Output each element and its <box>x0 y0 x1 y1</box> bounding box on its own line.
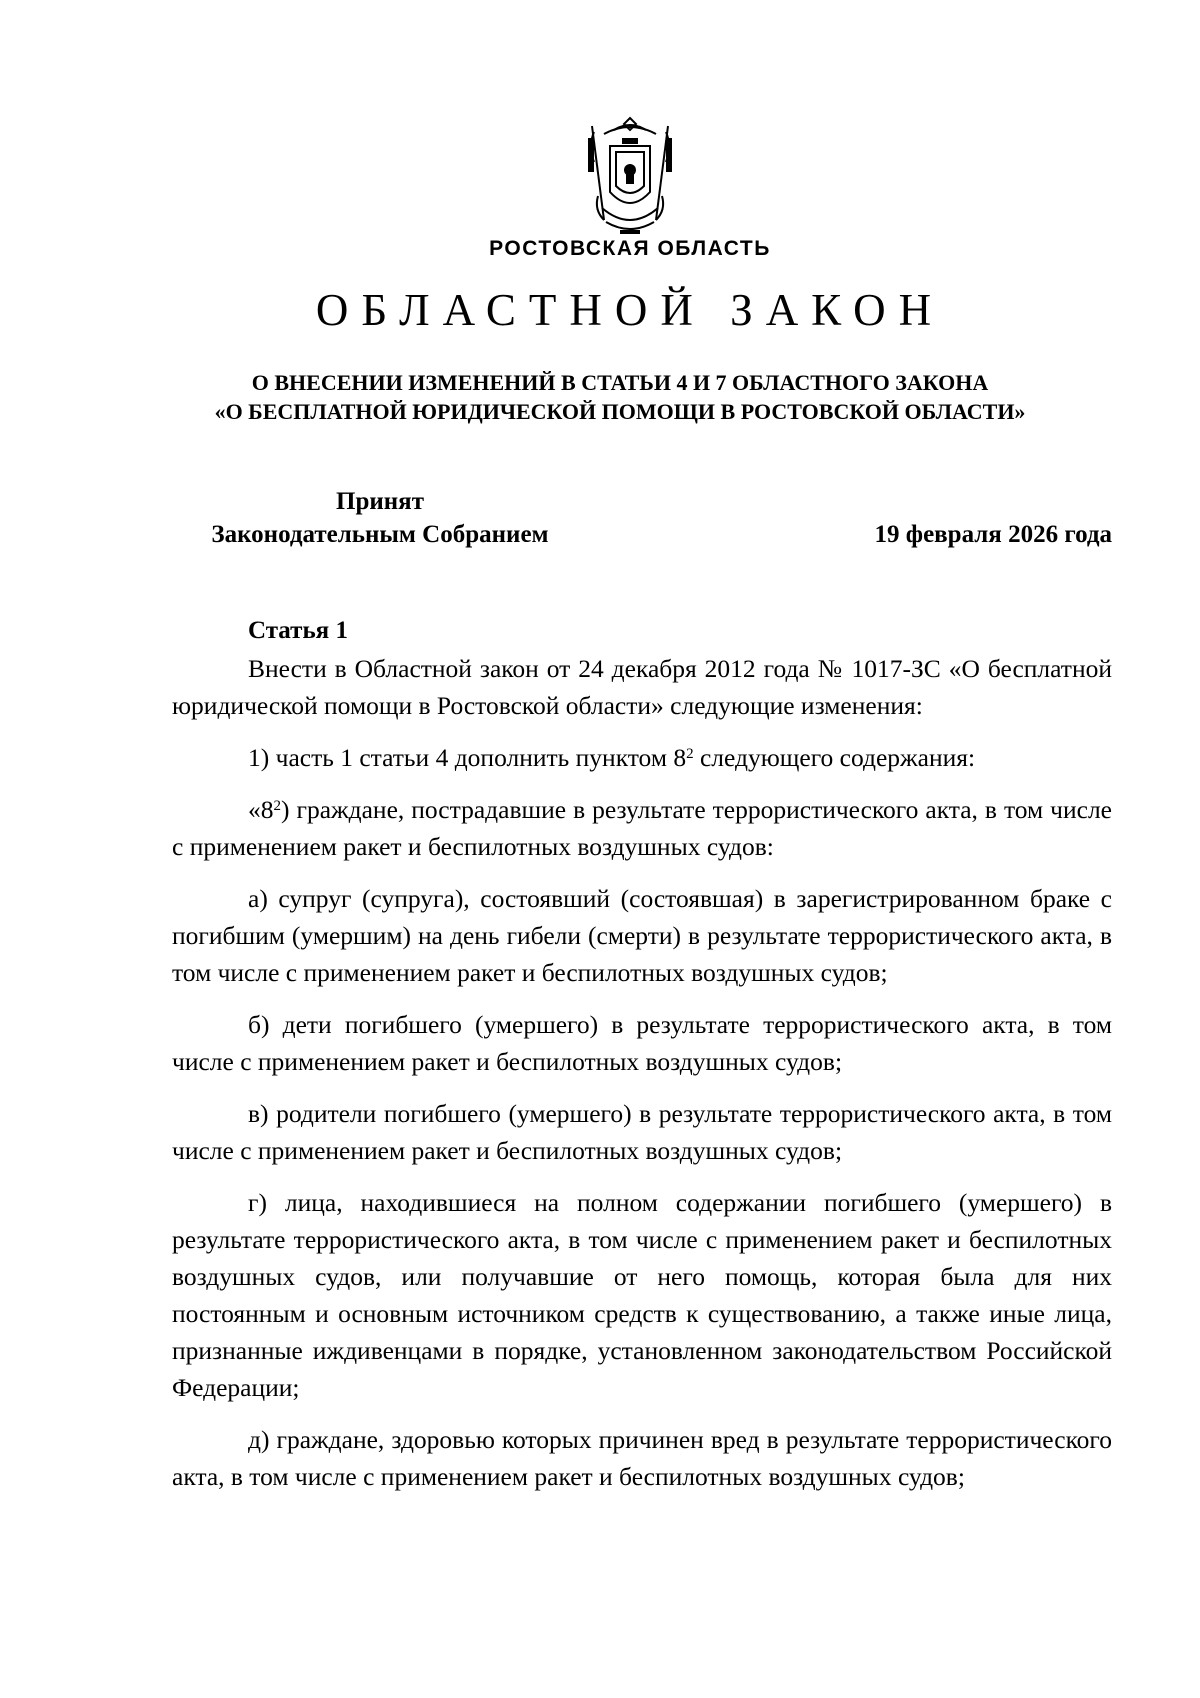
subclause-a: а) супруг (супруга), состоявший (состоявшая) в зарегистрированном браке с погибшим (умершим) на день гибели (смерти) в результате террористического акта, в том числе с применением ракет и беспилотных воздушных судов; <box>172 884 1112 987</box>
amendment-item-1: 1) часть 1 статьи 4 дополнить пунктом $8^2$ следующего содержания: <box>248 743 976 772</box>
clause-8-2: «$8^2$) граждане, пострадавшие в результате террористического акта, в том числе с применением ракет и беспилотных воздушных судов: <box>172 795 1112 861</box>
subclause-g: г) лица, находившиеся на полном содержании погибшего (умершего) в результате террористического акта, в том числе с применением ракет и беспилотных воздушных судов, или получавшие от него помощь, которая была для них постоянным и основным источником средств к существованию, а также иные лица, признанные иждивенцами в порядке, установленном законодательством Российской Федерации; <box>172 1188 1112 1402</box>
law-title-line-1: О ВНЕСЕНИИ ИЗМЕНЕНИЙ В СТАТЬИ 4 И 7 ОБЛАСТНОГО ЗАКОНА <box>251 370 989 395</box>
adoption-label: Принят <box>336 488 424 515</box>
subclause-d: д) граждане, здоровью которых причинен вред в результате террористического акта, в том числе с применением ракет и беспилотных воздушных судов; <box>172 1425 1112 1491</box>
law-title <box>0 368 1200 426</box>
adoption-block <box>164 485 596 551</box>
subclause-v: в) родители погибшего (умершего) в результате террористического акта, в том числе с применением ракет и беспилотных воздушных судов; <box>172 1099 1112 1165</box>
region-name: РОСТОВСКАЯ ОБЛАСТЬ <box>489 237 771 260</box>
article-body <box>172 650 1112 1510</box>
law-type: ОБЛАСТНОЙ ЗАКОН <box>315 285 945 335</box>
subclause-b: б) дети погибшего (умершего) в результате террористического акта, в том числе с применением ракет и беспилотных воздушных судов; <box>172 1010 1112 1076</box>
article-heading: Статья 1 <box>248 617 348 644</box>
coat-of-arms-emblem <box>584 112 676 244</box>
article-intro: Внести в Областной закон от 24 декабря 2012 года № 1017-ЗС «О бесплатной юридической помощи в Ростовской области» следующие изменения: <box>172 654 1112 720</box>
adoption-date: 19 февраля 2026 года <box>874 521 1112 548</box>
law-title-line-2: «О БЕСПЛАТНОЙ ЮРИДИЧЕСКОЙ ПОМОЩИ В РОСТОВСКОЙ ОБЛАСТИ» <box>214 399 1026 424</box>
adoption-body: Законодательным Собранием <box>211 521 549 548</box>
